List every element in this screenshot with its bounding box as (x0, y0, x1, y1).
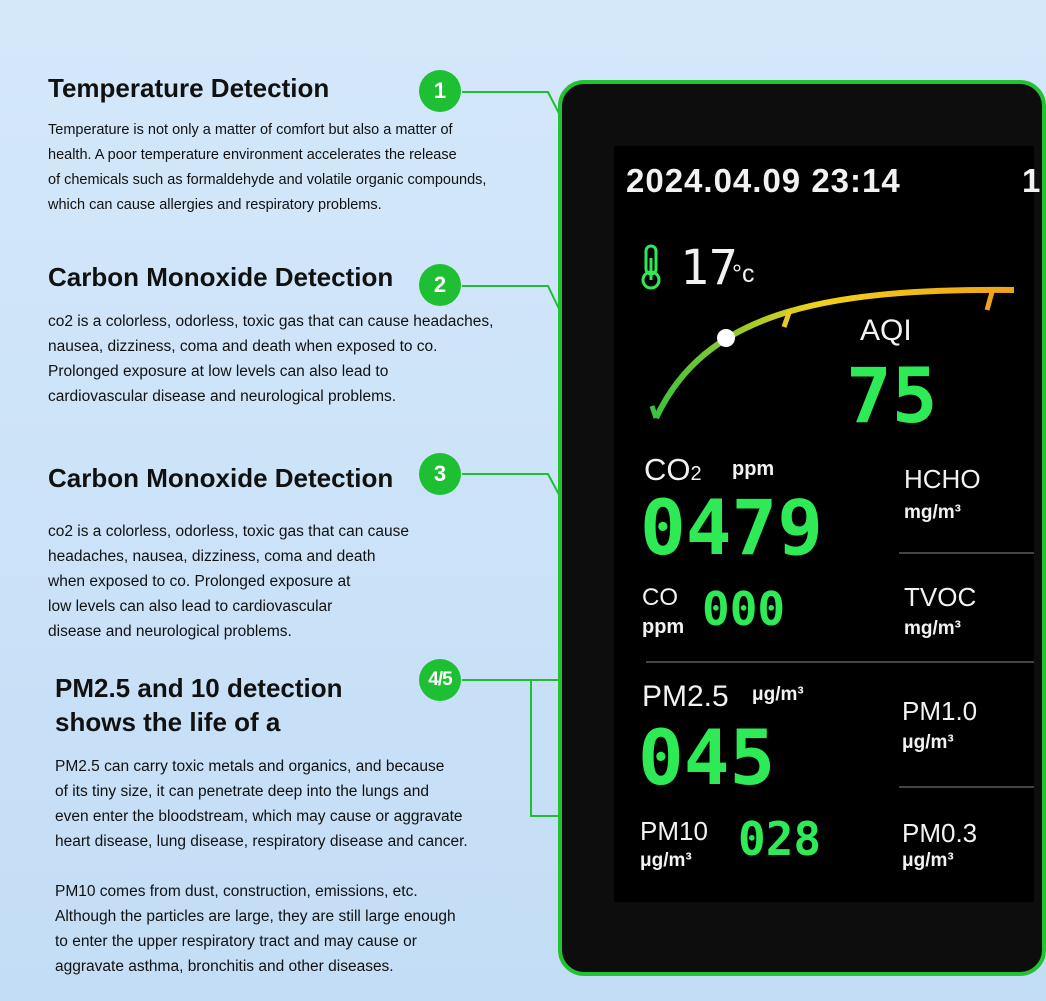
body-line: which can cause allergies and respiratory problems. (48, 197, 382, 213)
datetime-overflow: 1 (1022, 162, 1041, 199)
device-screen (614, 146, 1041, 902)
body-line: Temperature is not only a matter of comfort but also a matter of (48, 122, 453, 138)
body-line: aggravate asthma, bronchitis and other diseases. (55, 958, 394, 975)
pm25-value: 045 (638, 713, 776, 802)
body-line: co2 is a colorless, odorless, toxic gas that can cause headaches, (48, 313, 494, 330)
co-label: CO (642, 584, 678, 611)
co2-value: 0479 (640, 483, 824, 572)
section-title-co: Carbon Monoxide Detection (48, 262, 394, 292)
pm03-unit: μg/m³ (902, 850, 954, 871)
body-line: health. A poor temperature environment accelerates the release (48, 147, 457, 163)
divider (899, 552, 1034, 554)
body-line: when exposed to co. Prolonged exposure at (48, 573, 351, 590)
section-body-co (48, 309, 493, 409)
aqi-value: 75 (846, 351, 938, 440)
section-body-co-2 (48, 519, 409, 644)
divider (899, 786, 1034, 788)
section-title-pm (55, 671, 343, 739)
badge-2: 2 (419, 264, 461, 306)
co2-subscript: 2 (690, 463, 702, 485)
body-line: co2 is a colorless, odorless, toxic gas that can cause (48, 523, 409, 540)
pm1-label: PM1.0 (902, 696, 978, 726)
pm1-unit: μg/m³ (902, 732, 954, 753)
section-body-pm25 (55, 754, 468, 854)
pm10-label: PM10 (640, 816, 708, 846)
pm10-value: 028 (738, 812, 822, 866)
body-line: Prolonged exposure at low levels can also lead to (48, 363, 389, 380)
pm10-unit: μg/m³ (640, 850, 692, 871)
title-line: PM2.5 and 10 detection (55, 673, 343, 703)
aqi-gauge-arc (614, 146, 1034, 446)
body-line: disease and neurological problems. (48, 623, 292, 640)
pm25-label: PM2.5 (642, 680, 729, 713)
badge-4-5: 4/5 (419, 659, 461, 701)
body-line: PM2.5 can carry toxic metals and organics, and because (55, 758, 445, 775)
co-value: 000 (702, 582, 786, 636)
co2-unit: ppm (732, 458, 775, 480)
co2-label-text: CO (644, 452, 691, 487)
body-line: cardiovascular disease and neurological problems. (48, 388, 397, 405)
pm25-unit: μg/m³ (752, 684, 804, 705)
body-line: PM10 comes from dust, construction, emissions, etc. (55, 883, 418, 900)
body-line: heart disease, lung disease, respiratory disease and cancer. (55, 833, 468, 850)
datetime-readout: 2024.04.09 23:14 (626, 162, 901, 199)
tvoc-unit: mg/m³ (904, 618, 961, 639)
body-line: Although the particles are large, they are still large enough (55, 908, 456, 925)
body-line: of chemicals such as formaldehyde and volatile organic compounds, (48, 172, 487, 188)
section-title-temperature: Temperature Detection (48, 73, 330, 103)
aqi-label: AQI (860, 314, 912, 347)
body-line: headaches, nausea, dizziness, coma and death (48, 548, 376, 565)
body-line: even enter the bloodstream, which may cause or aggravate (55, 808, 463, 825)
tvoc-label: TVOC (904, 582, 977, 612)
divider (646, 661, 1034, 663)
section-body-pm10 (55, 879, 456, 979)
pm03-label: PM0.3 (902, 818, 978, 848)
badge-1: 1 (419, 70, 461, 112)
body-line: nausea, dizziness, coma and death when exposed to co. (48, 338, 438, 355)
title-line: shows the life of a (55, 707, 281, 737)
co-unit: ppm (642, 616, 685, 638)
body-line: to enter the upper respiratory tract and may cause or (55, 933, 417, 950)
gauge-tick (987, 292, 992, 310)
section-body-temperature (48, 118, 486, 218)
hcho-unit: mg/m³ (904, 502, 961, 523)
body-line: of its tiny size, it can penetrate deep into the lungs and (55, 783, 429, 800)
temperature-unit: °c (732, 260, 755, 288)
gauge-tick (652, 406, 656, 418)
temperature-value: 17 (680, 240, 738, 296)
body-line: low levels can also lead to cardiovascular (48, 598, 333, 615)
hcho-label: HCHO (904, 464, 981, 494)
section-title-co-2: Carbon Monoxide Detection (48, 463, 394, 493)
badge-3: 3 (419, 453, 461, 495)
gauge-indicator (717, 329, 735, 347)
